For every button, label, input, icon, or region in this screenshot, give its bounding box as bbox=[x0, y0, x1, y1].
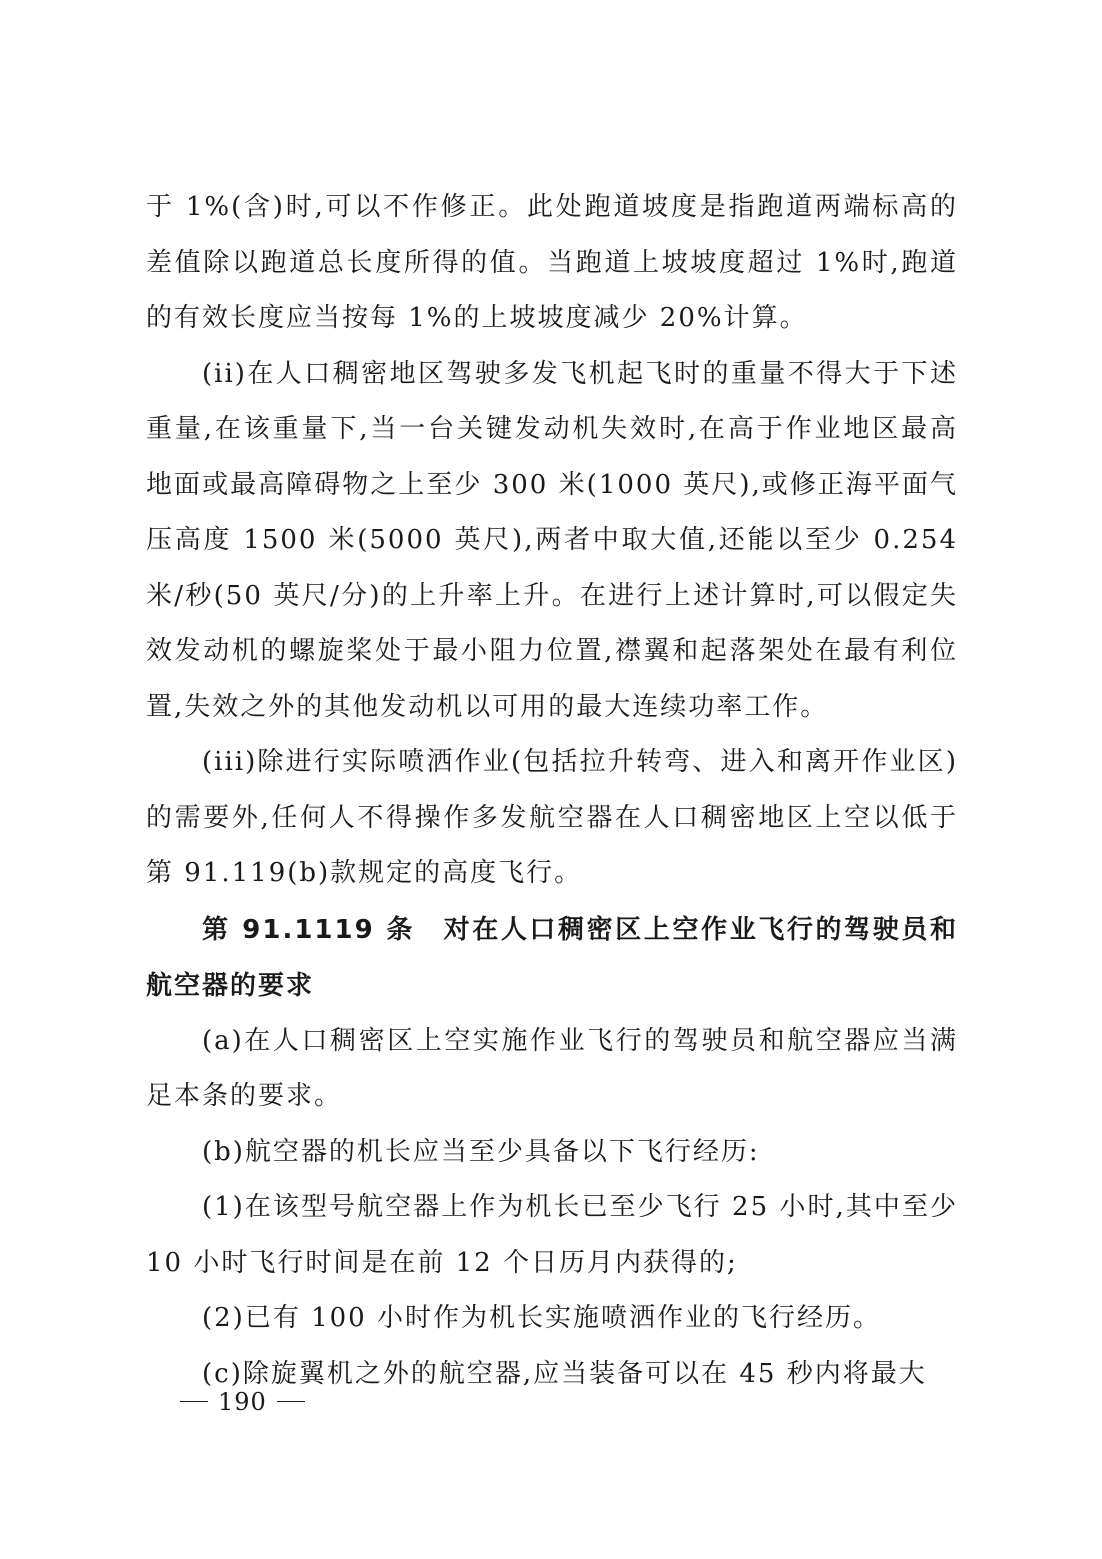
paragraph-item-iii: (iii)除进行实际喷洒作业(包括拉升转弯、进入和离开作业区)的需要外,任何人不得操作多发航空器在人口稠密地区上空以低于第 91.119(b)款规定的高度飞行。 bbox=[146, 747, 958, 888]
page-footer bbox=[170, 1388, 315, 1416]
paragraph-item-2: (2)已有 100 小时作为机长实施喷洒作业的飞行经历。 bbox=[202, 1303, 881, 1333]
paragraph-item-b: (b)航空器的机长应当至少具备以下飞行经历: bbox=[202, 1136, 760, 1167]
paragraph-runway-slope: 于 1%(含)时,可以不作修正。此处跑道坡度是指跑道两端标高的差值除以跑道总长度所得的值。当跑道上坡坡度超过 1%时,跑道的有效长度应当按每 1%的上坡坡度减少 20%计算。 bbox=[146, 192, 958, 333]
page-content bbox=[146, 180, 958, 1402]
paragraph-item-ii: (ii)在人口稠密地区驾驶多发飞机起飞时的重量不得大于下述重量,在该重量下,当一台关键发动机失效时,在高于作业地区最高地面或最高障碍物之上至少 300 米(1000 英尺),或修正海平面气压高度 1500 米(5000 英尺),两者中取大值,还能以至少 0.254 米/秒(50 英尺/分)的上升率上升。在进行上述计算时,可以假定失效发动机的螺旋桨处于最小阻力位置,襟翼和起落架处在最有利位置,失效之外的其他发动机以可用的最大连续功率工作。 bbox=[146, 358, 958, 722]
footer-dash-right bbox=[277, 1401, 305, 1402]
footer-dash-left bbox=[180, 1401, 208, 1402]
section-heading bbox=[146, 902, 958, 1014]
paragraph-item-a: (a)在人口稠密区上空实施作业飞行的驾驶员和航空器应当满足本条的要求。 bbox=[146, 1025, 958, 1111]
paragraph-item-c: (c)除旋翼机之外的航空器,应当装备可以在 45 秒内将最大 bbox=[202, 1358, 927, 1389]
paragraph-item-1: (1)在该型号航空器上作为机长已至少飞行 25 小时,其中至少 10 小时飞行时间是在前 12 个日历月内获得的; bbox=[146, 1192, 958, 1278]
section-number: 第 91.1119 条 bbox=[202, 914, 415, 945]
page-number: 190 bbox=[218, 1388, 267, 1416]
section-title: 对在人口稠密区上空作业飞行的驾驶员和航空器的要求 bbox=[146, 914, 958, 1001]
